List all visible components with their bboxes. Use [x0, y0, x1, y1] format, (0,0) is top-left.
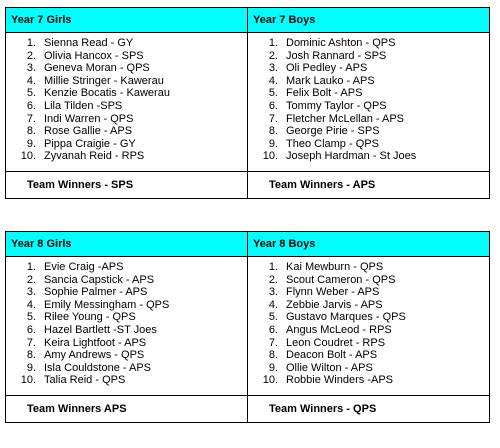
- list-item-number: 3.: [268, 62, 278, 75]
- list-item: [248, 274, 489, 287]
- list-item-number: 10.: [20, 374, 36, 387]
- year7-boys-cell: [248, 33, 490, 172]
- list-item: [6, 274, 247, 287]
- list-item-number: 1.: [26, 261, 36, 273]
- list-item: [248, 299, 489, 312]
- list-item-number: 10.: [262, 150, 278, 163]
- list-item-text: Zebbie Jarvis - APS: [286, 298, 383, 311]
- list-item: [6, 75, 247, 88]
- list-item: [6, 324, 247, 337]
- list-item-number: 1.: [26, 37, 36, 49]
- list-item-text: Scout Cameron - QPS: [286, 273, 396, 286]
- list-item-number: 9.: [26, 137, 36, 150]
- list-item-number: 6.: [26, 99, 36, 112]
- list-item-text: Angus McLeod - RPS: [286, 323, 392, 336]
- list-item-text: Flynn Weber - APS: [286, 286, 380, 299]
- list-item: [248, 113, 489, 126]
- list-item-number: 7.: [268, 112, 278, 125]
- list-item-number: 3.: [26, 286, 36, 299]
- list-item-text: Evie Craig -APS: [44, 261, 124, 273]
- list-item-text: Rilee Young - QPS: [44, 311, 136, 324]
- list-item-number: 4.: [268, 298, 278, 311]
- list-item-text: Rose Gallie - APS: [44, 125, 133, 138]
- list-item: [6, 337, 247, 350]
- year8-girls-team-winners: Team Winners APS: [6, 396, 248, 423]
- list-item-text: Geneva Moran - QPS: [44, 62, 150, 75]
- list-item: [248, 125, 489, 138]
- list-item-text: Deacon Bolt - APS: [286, 349, 378, 362]
- list-item: [248, 50, 489, 63]
- list-item-text: Sophie Palmer - APS: [44, 286, 148, 299]
- list-item: [248, 62, 489, 75]
- list-item-number: 5.: [26, 87, 36, 100]
- year8-girls-cell: [6, 257, 248, 396]
- list-item-number: 7.: [26, 112, 36, 125]
- list-item-number: 9.: [268, 361, 278, 374]
- list-item-number: 1.: [268, 261, 278, 273]
- list-item-text: Robbie Winders -APS: [286, 374, 393, 387]
- list-item-text: Hazel Bartlett -ST Joes: [44, 323, 157, 336]
- list-item-text: George Pirie - SPS: [286, 125, 380, 138]
- list-item-number: 6.: [26, 323, 36, 336]
- list-item-text: Kenzie Bocatis - Kawerau: [44, 87, 170, 100]
- list-item: [6, 62, 247, 75]
- list-item-number: 3.: [268, 286, 278, 299]
- list-item-number: 4.: [268, 74, 278, 87]
- year7-girls-list: [6, 37, 247, 163]
- year7-girls-team-winners: Team Winners - SPS: [6, 172, 248, 199]
- list-item-number: 5.: [268, 87, 278, 100]
- list-item: [248, 261, 489, 274]
- list-item-text: Pippa Craigie - GY: [44, 137, 136, 150]
- list-item: [6, 286, 247, 299]
- list-item-number: 6.: [268, 99, 278, 112]
- list-item-text: Joseph Hardman - St Joes: [286, 150, 417, 163]
- list-item-text: Felix Bolt - APS: [286, 87, 363, 100]
- list-item-text: Millie Stringer - Kawerau: [44, 74, 164, 87]
- year8-results-table: [5, 231, 490, 423]
- list-item: [248, 150, 489, 163]
- list-item-text: Kai Mewburn - QPS: [286, 261, 384, 273]
- year7-girls-cell: [6, 33, 248, 172]
- list-item: [248, 100, 489, 113]
- list-item-text: Keira Lightfoot - APS: [44, 336, 147, 349]
- list-item-text: Fletcher McLellan - APS: [286, 112, 404, 125]
- list-item-number: 8.: [268, 349, 278, 362]
- list-item-number: 5.: [268, 311, 278, 324]
- list-item: [6, 100, 247, 113]
- list-item-text: Isla Couldstone - APS: [44, 361, 152, 374]
- year8-boys-list: [248, 261, 489, 387]
- list-item-number: 2.: [26, 273, 36, 286]
- list-item: [6, 138, 247, 151]
- list-item: [6, 374, 247, 387]
- list-item-number: 10.: [20, 150, 36, 163]
- list-item-number: 7.: [26, 336, 36, 349]
- list-item: [248, 286, 489, 299]
- list-item-text: Ollie Wilton - APS: [286, 361, 373, 374]
- list-item: [6, 362, 247, 375]
- list-item-text: Talia Reid - QPS: [44, 374, 126, 387]
- list-item-number: 9.: [268, 137, 278, 150]
- list-item-text: Gustavo Marques - QPS: [286, 311, 406, 324]
- list-item-number: 8.: [268, 125, 278, 138]
- list-item-number: 2.: [268, 49, 278, 62]
- list-item-text: Olivia Hancox - SPS: [44, 49, 144, 62]
- list-item-text: Indi Warren - QPS: [44, 112, 134, 125]
- list-item-number: 8.: [26, 349, 36, 362]
- list-item: [248, 324, 489, 337]
- list-item-number: 4.: [26, 74, 36, 87]
- list-item-text: Theo Clamp - QPS: [286, 137, 379, 150]
- list-item-number: 9.: [26, 361, 36, 374]
- list-item: [6, 311, 247, 324]
- list-item: [6, 87, 247, 100]
- year7-girls-heading: Year 7 Girls: [6, 8, 248, 33]
- year8-girls-list: [6, 261, 247, 387]
- list-item: [248, 138, 489, 151]
- year7-results-table: [5, 7, 490, 199]
- list-item: [6, 113, 247, 126]
- list-item: [6, 37, 247, 50]
- year8-boys-cell: [248, 257, 490, 396]
- list-item: [248, 362, 489, 375]
- list-item-number: 2.: [26, 49, 36, 62]
- list-item: [6, 299, 247, 312]
- list-item: [248, 311, 489, 324]
- year8-boys-team-winners: Team Winners - QPS: [248, 396, 490, 423]
- list-item-number: 5.: [26, 311, 36, 324]
- list-item-number: 4.: [26, 298, 36, 311]
- list-item-text: Sancia Capstick - APS: [44, 273, 155, 286]
- list-item-number: 7.: [268, 336, 278, 349]
- list-item: [248, 349, 489, 362]
- list-item: [6, 125, 247, 138]
- list-item: [248, 75, 489, 88]
- list-item-number: 10.: [262, 374, 278, 387]
- list-item-text: Mark Lauko - APS: [286, 74, 375, 87]
- list-item-number: 3.: [26, 62, 36, 75]
- year8-girls-heading: Year 8 Girls: [6, 232, 248, 257]
- list-item-text: Josh Rannard - SPS: [286, 49, 387, 62]
- list-item: [6, 261, 247, 274]
- year7-boys-heading: Year 7 Boys: [248, 8, 490, 33]
- list-item-text: Emily Messingham - QPS: [44, 298, 170, 311]
- list-item: [248, 374, 489, 387]
- list-item: [6, 50, 247, 63]
- list-item-text: Lila Tilden -SPS: [44, 99, 123, 112]
- list-item: [248, 37, 489, 50]
- list-item-number: 8.: [26, 125, 36, 138]
- year7-boys-list: [248, 37, 489, 163]
- list-item-number: 2.: [268, 273, 278, 286]
- list-item-text: Dominic Ashton - QPS: [286, 37, 396, 49]
- list-item-text: Leon Coudret - RPS: [286, 336, 386, 349]
- list-item-text: Tommy Taylor - QPS: [286, 99, 387, 112]
- list-item-number: 6.: [268, 323, 278, 336]
- year7-boys-team-winners: Team Winners - APS: [248, 172, 490, 199]
- list-item: [248, 87, 489, 100]
- list-item-text: Oli Pedley - APS: [286, 62, 368, 75]
- list-item-text: Sienna Read - GY: [44, 37, 134, 49]
- list-item-text: Amy Andrews - QPS: [44, 349, 145, 362]
- year8-boys-heading: Year 8 Boys: [248, 232, 490, 257]
- list-item: [248, 337, 489, 350]
- list-item-number: 1.: [268, 37, 278, 49]
- list-item: [6, 150, 247, 163]
- list-item-text: Zyvanah Reid - RPS: [44, 150, 145, 163]
- list-item: [6, 349, 247, 362]
